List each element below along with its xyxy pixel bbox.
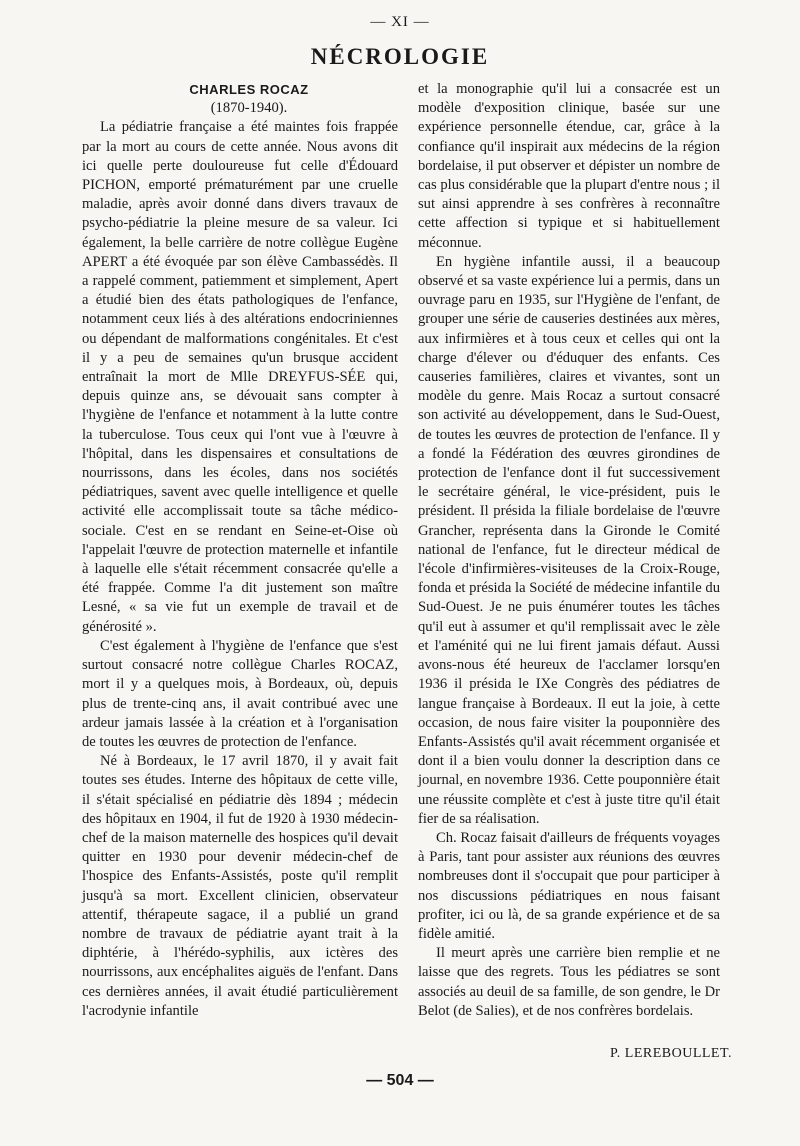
section-title: NÉCROLOGIE xyxy=(310,44,490,69)
paragraph: En hygiène infantile aussi, il a beaucoup observé et sa vaste expérience lui a permis, dans un ouvrage paru en 1935, sur l'Hygiène de l'enfant, de grouper une série de causeries destinées aux mères, aux infirmières et à tous ceux et celles qui ont la charge d'élever ou d'éduquer des enfants. Ces causeries familières, claires et vivantes, sont un modèle du genre. Mais Rocaz a surtout consacré son activité au développement, dans le Sud-Ouest, de toutes les œuvres de protection de l'enfance. Il y a fondé la Fédération des œuvres girondines de protection de l'enfance dont il fut successivement le secrétaire général, le vice-président, puis le président. Il présida la filiale bordelaise de l'œuvre Grancher, représenta dans la Gironde le Comité national de l'enfance, fut le directeur médical de l'école d'infirmières-visiteuses de la Croix-Rouge, fonda et présida la Société de médecine infantile du Sud-Ouest. Je ne puis énumérer toutes les tâches qu'il eut à assumer et qu'il remplissait avec le zèle et l'aménité qui ne lui firent jamais défaut. Aussi avons-nous été heureux de l'acclamer lorsqu'en 1936 il présida le IXe Congrès des pédiatres de langue française à Bordeaux. Il eut la joie, à cette occasion, de nous faire visiter la pouponnière des Enfants-Assistés qu'il avait récemment organisée et dont il a bien voulu donner la description dans ce journal, en novembre 1936. Cette pouponnière était une réussite complète et c'est à juste titre qu'il était fier de sa réalisation. xyxy=(418,253,720,827)
obituary-subject-name: CHARLES ROCAZ xyxy=(189,82,309,97)
roman-page-header: — XI — xyxy=(370,14,430,30)
paragraph: Il meurt après une carrière bien remplie et ne laisse que des regrets. Tous les pédiatres se sont associés au deuil de sa famille, de son gendre, le Dr Belot (de Salies), et de nos confrères bordelais. xyxy=(418,945,720,1019)
page-number: — 504 — xyxy=(366,1072,434,1089)
author-signature: P. LEREBOULLET. xyxy=(610,1046,732,1061)
paragraph: Ch. Rocaz faisait d'ailleurs de fréquents voyages à Paris, tant pour assister aux réunions des œuvres nombreuses dont il s'occupait que pour participer à nos discussions pédiatriques en nous faisant profiter, ici ou là, de sa grande expérience et de sa fidèle amitié. xyxy=(418,829,720,942)
obituary-dates: (1870-1940). xyxy=(210,100,288,117)
left-column xyxy=(82,80,398,1021)
paragraph: Né à Bordeaux, le 17 avril 1870, il y avait fait toutes ses études. Interne des hôpitaux de cette ville, il s'était spécialisé en pédiatrie dès 1894 ; médecin des hôpitaux en 1904, il fut de 1920 à 1930 médecin-chef de la maison maternelle des hospices qu'il devait quitter en 1930 pour devenir médecin-chef de l'hospice des Enfants-Assistés, poste qu'il remplit jusqu'à sa mort. Excellent clinicien, observateur attentif, thérapeute sagace, il a publié un grand nombre de travaux de pédiatrie ayant trait à la diphtérie, à l'hérédo-syphilis, aux ictères des nourrissons, aux encéphalites aiguës de l'enfant. Dans ces dernières années, il avait étudié particulièrement l'acrodynie infantile xyxy=(82,753,398,1019)
paragraph: La pédiatrie française a été maintes fois frappée par la mort au cours de cette année. Nous avons dit ici quelle perte douloureuse fut celle d'Édouard PICHON, emporté prématurément par une cruelle maladie, après avoir donné dans divers travaux de psycho-pédiatrie la pleine mesure de sa valeur. Ici également, la belle carrière de notre collègue Eugène APERT a été évoquée par son élève Cambassédès. Il a rappelé comment, patiemment et simplement, Apert a étudié bien des états pathologiques de l'enfance, notamment ceux liés à des altérations endocriniennes ou dépendant de malformations congénitales. Et c'est il y a peu de semaines qu'un brusque accident entraînait la mort de Mlle DREYFUS-SÉE qui, depuis quinze ans, se dévouait sans compter à l'hygiène de l'enfance et notamment à la lutte contre la tuberculose. Tous ceux qui l'ont vue à l'œuvre à l'hôpital, dans les dispensaires et consultations de nourrissons, dans les écoles, dans nos sociétés pédiatriques, savent avec quelle intelligence et quelle activité elle accomplissait toute sa tâche médico-sociale. C'est en se rendant en Seine-et-Oise où l'appelait l'œuvre de protection maternelle et infantile à laquelle elle s'était récemment consacrée qu'elle a été frappée. Comme l'a dit justement son maître Lesné, « sa vie fut un exemple de travail et de générosité ». xyxy=(82,119,398,635)
right-column xyxy=(418,80,720,1021)
paragraph: et la monographie qu'il lui a consacrée est un modèle d'exposition clinique, basée sur une expérience personnelle étendue, car, grâce à la confiance qu'il inspirait aux médecins de la région bordelaise, il put observer et dépister un nombre de cas plus considérable que la plupart d'entre nous ; il sut ainsi apprendre à ses confrères à reconnaître cette affection si typique et si habituellement méconnue. xyxy=(418,81,720,251)
paragraph: C'est également à l'hygiène de l'enfance que s'est surtout consacré notre collègue Charles ROCAZ, mort il y a quelques mois, à Bordeaux, où, depuis plus de trente-cinq ans, il avait contribué avec une ardeur jamais lassée à la création et à l'organisation de toutes les œuvres de protection de l'enfance. xyxy=(82,637,398,750)
